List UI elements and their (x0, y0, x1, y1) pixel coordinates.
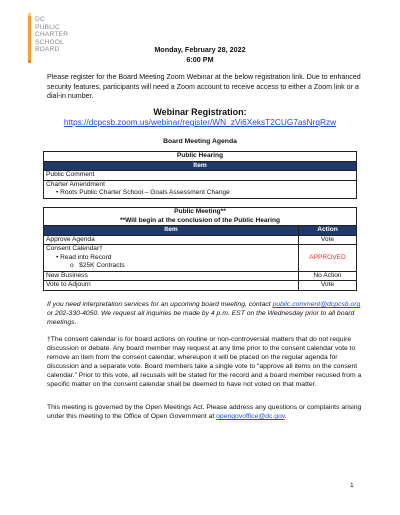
public-meeting-subtitle: **Will begin at the conclusion of the Public Hearing (119, 216, 281, 224)
note-text: If you need interpretation services for an upcoming board meeting, contact (47, 301, 273, 308)
row-label: Charter Amendment (46, 180, 106, 188)
logo-line: PUBLIC (35, 23, 61, 31)
item-column-header: Item (44, 226, 299, 236)
list-item: • Roots Public Charter School – Goals Assessment Change (56, 189, 230, 196)
intro-paragraph: Please register for the Board Meeting Zoom Webinar at the below registration link. Due to enhanced security features, participants will need a Zoom account to receive access to either a Zoom link or a dial-in number. (47, 73, 361, 101)
logo-line: BOARD (35, 46, 60, 54)
webinar-title: Webinar Registration: (153, 107, 247, 117)
table-row: Public Comment (44, 171, 357, 181)
public-meeting-header (44, 208, 357, 226)
webinar-registration-link[interactable]: https://dcpcsb.zoom.us/webinar/register/WN_zVi6XeksT2CUG7asNrqRzw (63, 117, 337, 127)
interpretation-note (47, 300, 365, 328)
meeting-time: 6:00 PM (186, 55, 214, 64)
consent-calendar-note: †The consent calendar is for board actions on routine or non-controversial matters that do not require discussion or debate. Any board member may request at any time prior to the consent calendar vote to remove an item from the consent calendar, whereupon it will be placed on the regular agenda for discussion and a separate vote. Board members take a single vote to “approve all items on the consent calendar.” Prior to this vote, all recusals will be stated for the record and a board member recused from a specific matter on the consent calendar shall be deemed to have not voted on that matter. (47, 336, 362, 389)
agenda-title: Board Meeting Agenda (163, 138, 237, 145)
list-subitem-label: $25K Contracts (79, 262, 125, 269)
page-number: 1 (350, 482, 354, 489)
table-row-item: Vote to Adjourn (44, 281, 299, 291)
logo-line: CHARTER (35, 31, 69, 39)
list-item-label: Roots Public Charter School – Goals Assessment Change (60, 189, 230, 196)
table-row-item: Approve Agenda (44, 235, 299, 245)
table-row-item: New Business (44, 271, 299, 281)
meeting-date: Monday, February 28, 2022 (154, 45, 246, 54)
public-hearing-title: Public Hearing (44, 152, 357, 162)
list-item: • Read into Record (56, 253, 112, 261)
table-row-item (44, 245, 299, 272)
action-column-header: Action (299, 226, 357, 236)
logo-line: SCHOOL (35, 38, 65, 46)
public-meeting-title: Public Meeting** (174, 208, 226, 215)
list-subitem: o $25K Contracts (70, 262, 125, 269)
open-meetings-note (47, 403, 365, 421)
note-text: or 202-330-4050. We request all inquiries be made by 4 p.m. EST on the Wednesday prior to all board meetings. (47, 310, 355, 327)
approved-status: APPROVED (299, 245, 357, 272)
logo-line: DC (35, 16, 45, 23)
list-item-label: Read into Record (60, 253, 112, 261)
table-row-action: Vote (299, 235, 357, 245)
public-comment-email-link[interactable]: public.comment@dcpcsb.org (272, 301, 361, 308)
public-meeting-table (43, 207, 357, 291)
table-row-action: No Action (299, 271, 357, 281)
public-hearing-table (43, 151, 357, 199)
note-text: This meeting is governed by the Open Meetings Act. Please address any questions or complaints arising under this meeting to the Office of Open Government at (47, 404, 362, 421)
table-row (44, 180, 357, 198)
open-government-email-link[interactable]: opengovoffice@dc.gov (216, 413, 285, 421)
public-hearing-item-header: Item (44, 161, 357, 171)
row-label: Consent Calendar† (46, 245, 103, 252)
table-row-action: Vote (299, 281, 357, 291)
note-text: . (284, 413, 287, 421)
